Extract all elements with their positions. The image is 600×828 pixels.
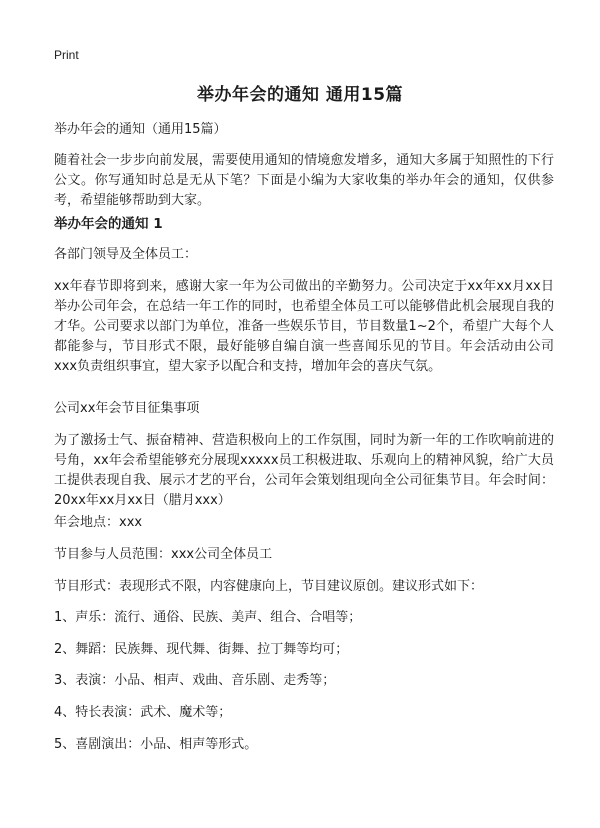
list-item: 1、声乐：流行、通俗、民族、美声、组合、合唱等； xyxy=(54,610,362,625)
participants-line: 节目参与人员范围：xxx公司全体员工 xyxy=(54,547,273,562)
notice-body-paragraph: xx年春节即将到来，感谢大家一年为公司做出的辛勤努力。公司决定于xx年xx月xx日举办公司年会，在总结一年工作的同时，也希望全体员工可以能够借此机会展现自我的才华。公司要求以部门为单位，准备一些娱乐节目，节目数量1~2个，希望广大每个人都能参与，节目形式不限，最好能够自编自演一些喜闻乐见的节目。年会活动由公司xxx负责组织事宜，望大家予以配合和支持，增加年会的喜庆气氛。 xyxy=(54,279,554,374)
venue-line: 年会地点：xxx xyxy=(54,515,143,530)
print-label[interactable]: Print xyxy=(54,48,79,62)
section-heading: 举办年会的通知 1 xyxy=(54,216,163,232)
list-item: 4、特长表演：武术、魔术等； xyxy=(54,705,232,720)
page-title: 举办年会的通知 通用15篇 xyxy=(196,85,404,105)
document-subtitle: 举办年会的通知（通用15篇） xyxy=(54,122,227,137)
list-item: 5、喜剧演出：小品、相声等形式。 xyxy=(54,737,258,752)
intro-paragraph: 随着社会一步步向前发展，需要使用通知的情境愈发增多，通知大多属于知照性的下行公文。你写通知时总是无从下笔？下面是小编为大家收集的举办年会的通知，仅供参考，希望能够帮助到大家。 xyxy=(54,153,554,208)
list-item: 2、舞蹈：民族舞、现代舞、街舞、拉丁舞等均可； xyxy=(54,642,349,657)
format-line: 节目形式：表现形式不限，内容健康向上，节目建议原创。建议形式如下： xyxy=(54,579,484,594)
purpose-paragraph: 为了激扬士气、振奋精神、营造积极向上的工作氛围，同时为新一年的工作吹响前进的号角，xx年会希望能够充分展现xxxxx员工积极进取、乐观向上的精神风貌，给广大员工提供表现自我、展示才艺的平台，公司年会策划组现向全公司征集节目。年会时间：20xx年xx月xx日（腊月xxx） xyxy=(54,433,554,508)
list-item: 3、表演：小品、相声、戏曲、音乐剧、走秀等； xyxy=(54,673,336,688)
greeting: 各部门领导及全体员工： xyxy=(54,247,198,262)
collection-subheading: 公司xx年会节目征集事项 xyxy=(54,401,200,416)
